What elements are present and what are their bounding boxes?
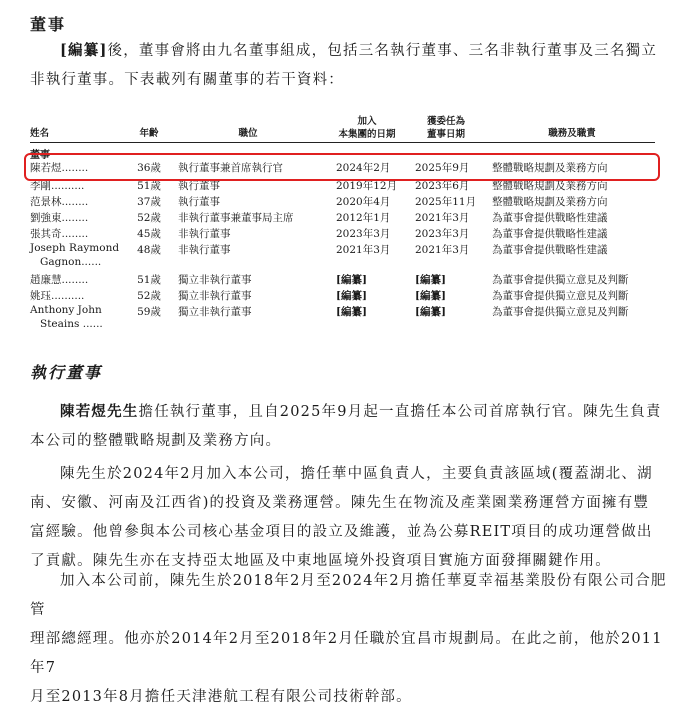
cell-position: 非執行董事兼董事局主席 [178, 212, 294, 224]
col-header-position: 職位 [238, 128, 258, 139]
cell-position: 獨立非執行董事 [178, 274, 252, 286]
bio-paragraph-1 [30, 397, 670, 456]
section-title-executive-directors: 執行董事 [30, 363, 103, 382]
bio-paragraph-3 [30, 567, 670, 712]
bio-p2-line3: 富經驗。他曾參與本公司核心基金項目的設立及維護，並為公募REIT項目的成功運營做出 [30, 524, 653, 540]
cell-position: 獨立非執行董事 [178, 290, 252, 302]
cell-age: 52歲 [137, 290, 161, 302]
cell-join: [編纂] [336, 274, 367, 286]
cell-join: 2023年3月 [336, 228, 391, 240]
cell-join: 2012年1月 [336, 212, 391, 224]
cell-age: 45歲 [137, 228, 161, 240]
cell-appoint: 2025年11月 [415, 196, 477, 208]
redacted-tag: [編纂] [60, 42, 108, 59]
cell-age: 36歲 [137, 162, 161, 174]
cell-name: Anthony John [30, 304, 102, 316]
cell-position: 非執行董事 [178, 228, 231, 240]
bio-p1-line1: 擔任執行董事，且自2025年9月起一直擔任本公司首席執行官。陳先生負責 [138, 404, 662, 420]
cell-age: 37歲 [137, 196, 161, 208]
section-title-directors: 董事 [30, 15, 67, 34]
cell-join: 2019年12月 [336, 180, 398, 192]
col-header-appoint-line2: 董事日期 [426, 129, 465, 140]
cell-age: 59歲 [137, 306, 161, 318]
cell-name: 姚珏.......... [30, 290, 85, 302]
cell-age: 48歲 [137, 244, 161, 256]
cell-appoint: 2021年3月 [415, 244, 470, 256]
cell-name: 劉強東........ [30, 212, 89, 224]
cell-position: 執行董事 [178, 180, 220, 192]
cell-appoint: [編纂] [415, 274, 446, 286]
cell-age: 52歲 [137, 212, 161, 224]
cell-name: Joseph Raymond [30, 242, 120, 254]
intro-paragraph [30, 36, 670, 95]
bio-p2-line1: 陳先生於2024年2月加入本公司，擔任華中區負責人，主要負責該區域(覆蓋湖北、湖 [60, 466, 653, 482]
cell-duties: 整體戰略規劃及業務方向 [492, 180, 608, 192]
cell-duties: 為董事會提供獨立意見及判斷 [492, 290, 629, 302]
bio-p3-line2: 理部總經理。他亦於2014年2月至2018年2月任職於宜昌市規劃局。在此之前，他於2011年7 [30, 631, 663, 676]
cell-join: 2021年3月 [336, 244, 391, 256]
cell-duties: 為董事會提供獨立意見及判斷 [492, 306, 629, 318]
col-header-appoint-line1: 獲委任為 [426, 116, 465, 127]
col-header-join-line1: 加入 [357, 116, 377, 127]
cell-appoint: 2021年3月 [415, 212, 470, 224]
bio-p2-line4: 了貢獻。陳先生亦在支持亞太地區及中東地區境外投資項目實施方面發揮關鍵作用。 [30, 553, 611, 569]
cell-age: 51歲 [137, 180, 161, 192]
col-header-age: 年齡 [139, 128, 159, 139]
cell-appoint: [編纂] [415, 306, 446, 318]
col-header-name: 姓名 [30, 128, 50, 139]
cell-appoint: 2023年3月 [415, 228, 470, 240]
cell-name-cont: Gagnon...... [40, 256, 102, 268]
cell-appoint: [編纂] [415, 290, 446, 302]
cell-join: [編纂] [336, 290, 367, 302]
cell-duties: 為董事會提供戰略性建議 [492, 212, 608, 224]
cell-age: 51歲 [137, 274, 161, 286]
cell-duties: 為董事會提供戰略性建議 [492, 244, 608, 256]
cell-duties: 整體戰略規劃及業務方向 [492, 196, 608, 208]
cell-name-cont: Steains ...... [40, 318, 103, 330]
bio-p3-line3: 月至2013年8月擔任天津港航工程有限公司技術幹部。 [30, 689, 412, 705]
cell-position: 非執行董事 [178, 244, 231, 256]
intro-line-1: 後，董事會將由九名董事組成，包括三名執行董事、三名非執行董事及三名獨立 [107, 43, 658, 59]
col-header-join-line2: 本集團的日期 [338, 129, 396, 140]
col-header-join [322, 115, 412, 141]
cell-duties: 為董事會提供戰略性建議 [492, 228, 608, 240]
group-label-directors: 董事 [30, 150, 50, 161]
col-header-appoint [410, 115, 482, 141]
cell-join: [編纂] [336, 306, 367, 318]
cell-name: 范景林........ [30, 196, 89, 208]
highlight-box [24, 153, 660, 181]
bio-p1-line2: 本公司的整體戰略規劃及業務方向。 [30, 433, 282, 449]
bio-paragraph-2 [30, 460, 670, 576]
cell-appoint: 2025年9月 [415, 162, 470, 174]
cell-name: 趙廉慧........ [30, 274, 89, 286]
cell-duties: 整體戰略規劃及業務方向 [492, 162, 608, 174]
cell-position: 獨立非執行董事 [178, 306, 252, 318]
cell-name: 李剛.......... [30, 180, 85, 192]
bio-person-name: 陳若煜先生 [60, 403, 139, 420]
cell-join: 2020年4月 [336, 196, 391, 208]
cell-duties: 為董事會提供獨立意見及判斷 [492, 274, 629, 286]
col-header-duties: 職務及職責 [548, 128, 596, 139]
intro-line-2: 非執行董事。下表載列有關董事的若干資料： [30, 72, 344, 88]
cell-appoint: 2023年6月 [415, 180, 470, 192]
cell-position: 執行董事 [178, 196, 220, 208]
bio-p2-line2: 南、安徽、河南及江西省)的投資及業務運營。陳先生在物流及產業園業務運營方面擁有豐 [30, 495, 650, 511]
table-header-rule [30, 142, 655, 143]
cell-join: 2024年2月 [336, 162, 391, 174]
cell-position: 執行董事兼首席執行官 [178, 162, 283, 174]
bio-p3-line1: 加入本公司前，陳先生於2018年2月至2024年2月擔任華夏幸福基業股份有限公司合肥管 [30, 573, 667, 618]
cell-name: 陳若煜........ [30, 162, 89, 174]
cell-name: 張其奇........ [30, 228, 89, 240]
